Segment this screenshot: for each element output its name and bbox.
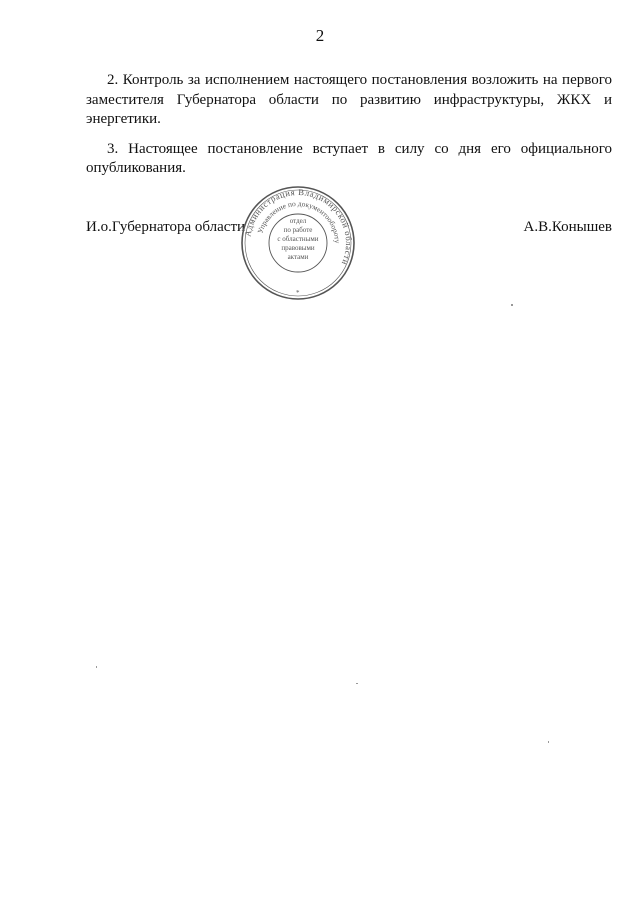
scan-speck (356, 683, 358, 684)
seal-outer-text: Администрация Владимирской области (242, 186, 355, 267)
seal-center-line-5: актами (287, 253, 309, 261)
signature-name: А.В.Конышев (523, 219, 612, 235)
paragraph-effective-date: 3. Настоящее постановление вступает в силу со дня его официального опубликования. (86, 140, 612, 176)
scan-speck (511, 304, 513, 306)
seal-graphic (233, 183, 363, 303)
document-body (86, 71, 612, 189)
seal-center-line-4: правовыми (281, 244, 315, 252)
signature-role: И.о.Губернатора области (86, 219, 246, 235)
seal-middle-text: Управление по документообороту (255, 198, 343, 244)
scan-speck (96, 666, 97, 668)
official-seal (233, 183, 363, 303)
scan-speck (548, 741, 549, 743)
seal-star-icon: * (296, 289, 300, 297)
seal-center-line-2: по работе (283, 226, 313, 234)
paragraph-control: 2. Контроль за исполнением настоящего постановления возложить на первого заместителя Губернатора области по развитию инфраструктуры, ЖКХ и энергетики. (86, 72, 612, 127)
seal-center-line-1: отдел (289, 217, 307, 225)
page-number: 2 (315, 26, 325, 45)
seal-center-line-3: с областными (277, 235, 319, 243)
